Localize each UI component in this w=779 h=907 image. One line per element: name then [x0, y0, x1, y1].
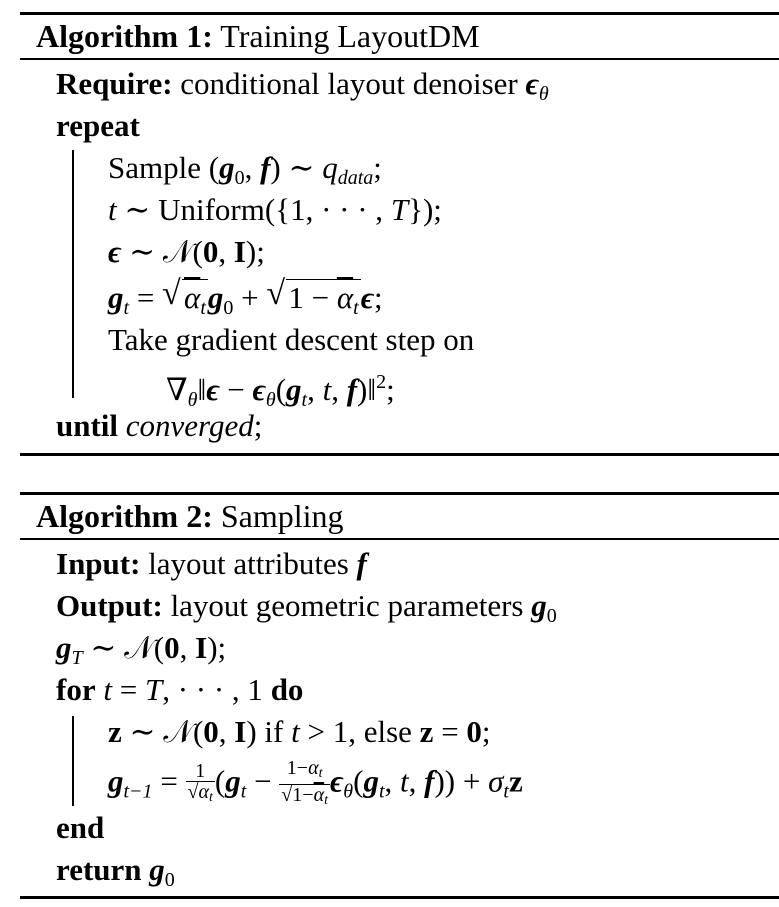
algorithm2-bottom-rule [20, 896, 779, 899]
require-text: conditional layout denoiser [180, 66, 518, 101]
uniform-text: Uniform [158, 192, 265, 227]
algorithm2-end-line: end [56, 810, 105, 845]
algorithm2-for-block-bar [72, 716, 74, 806]
algorithm1-title-rule [20, 58, 779, 60]
if-text: if [264, 714, 284, 749]
sample-text: Sample [108, 150, 201, 185]
output-text: layout geometric parameters [170, 588, 524, 623]
algorithm1-title-name: Training LayoutDM [220, 18, 480, 54]
algorithm1-timestep-line: t ∼ Uniform({1, · · · , T}); [108, 192, 442, 227]
algorithm2-output-line: Output: layout geometric parameters g0 [56, 588, 557, 627]
algorithm2-for-line: for t = T, · · · , 1 do [56, 672, 304, 707]
algorithm1-until-line: until converged; [56, 408, 263, 443]
algorithm1-forward-line: $g_t$ = √ $\overline{\alpha}_tg0$ + √ $1 - \overline{\alpha}_t\epsilon$; [108, 280, 383, 326]
algorithm2-title-name: Sampling [220, 498, 344, 534]
require-math: $\epsilon_\theta$ [525, 66, 549, 105]
algorithm1-title-label: Algorithm 1: [36, 18, 213, 54]
algorithm1-sample-line [108, 150, 382, 196]
sample-math: (g0, f) ∼ $q_{data}$; [208, 150, 382, 189]
algorithm2-title [36, 498, 344, 534]
require-keyword: Require: [56, 66, 173, 101]
algorithm1-noise-line: ϵ ∼ 𝒩(0, I); [108, 234, 265, 269]
for-keyword: for [56, 672, 96, 707]
algorithm1-repeat-line: repeat [56, 108, 140, 143]
algorithm2-title-label: Algorithm 2: [36, 498, 213, 534]
algorithm2-title-rule [20, 538, 779, 540]
algorithm1-bottom-rule [20, 453, 779, 456]
algorithm2-z-line: z ∼ 𝒩(0, I) if t > 1, else z = 0; [108, 714, 491, 749]
algorithm1-require-line [56, 66, 549, 112]
algorithm1-repeat-block-bar [72, 150, 74, 398]
algorithm1-loss-line: $\nabla_\theta‖\epsilon - \epsilon_\theta(g_t$, t, f)‖$^2$; [166, 371, 395, 411]
algorithm2-init-line: $g_T$ ∼ 𝒩(0, I); [56, 630, 227, 669]
algorithm1-step-line: Take gradient descent step on [108, 322, 475, 357]
algorithm2-update-line: $g_{t-1}$ = $\frac{1}{√\alpha_t}$ ($g_t$ − $\frac{1-\alpha_t}{√1-\overline{\alpha}_t}$ $\epsilon_\theta(g_t$, t, $f)) + \sigma_tz$ [108, 757, 523, 808]
algorithm2-return-line: return g0 [56, 852, 175, 891]
else-text: else [363, 714, 412, 749]
input-text: layout attributes [148, 546, 349, 581]
until-condition: converged [125, 408, 254, 443]
do-keyword: do [270, 672, 304, 707]
until-keyword: until [56, 408, 119, 443]
input-keyword: Input: [56, 546, 141, 581]
return-keyword: return [56, 852, 142, 887]
algorithm2-top-rule [20, 492, 779, 495]
algorithm2-input-line: Input: layout attributes f [56, 546, 367, 581]
output-keyword: Output: [56, 588, 163, 623]
algorithm1-top-rule [20, 12, 779, 15]
algorithm1-title [36, 18, 480, 54]
